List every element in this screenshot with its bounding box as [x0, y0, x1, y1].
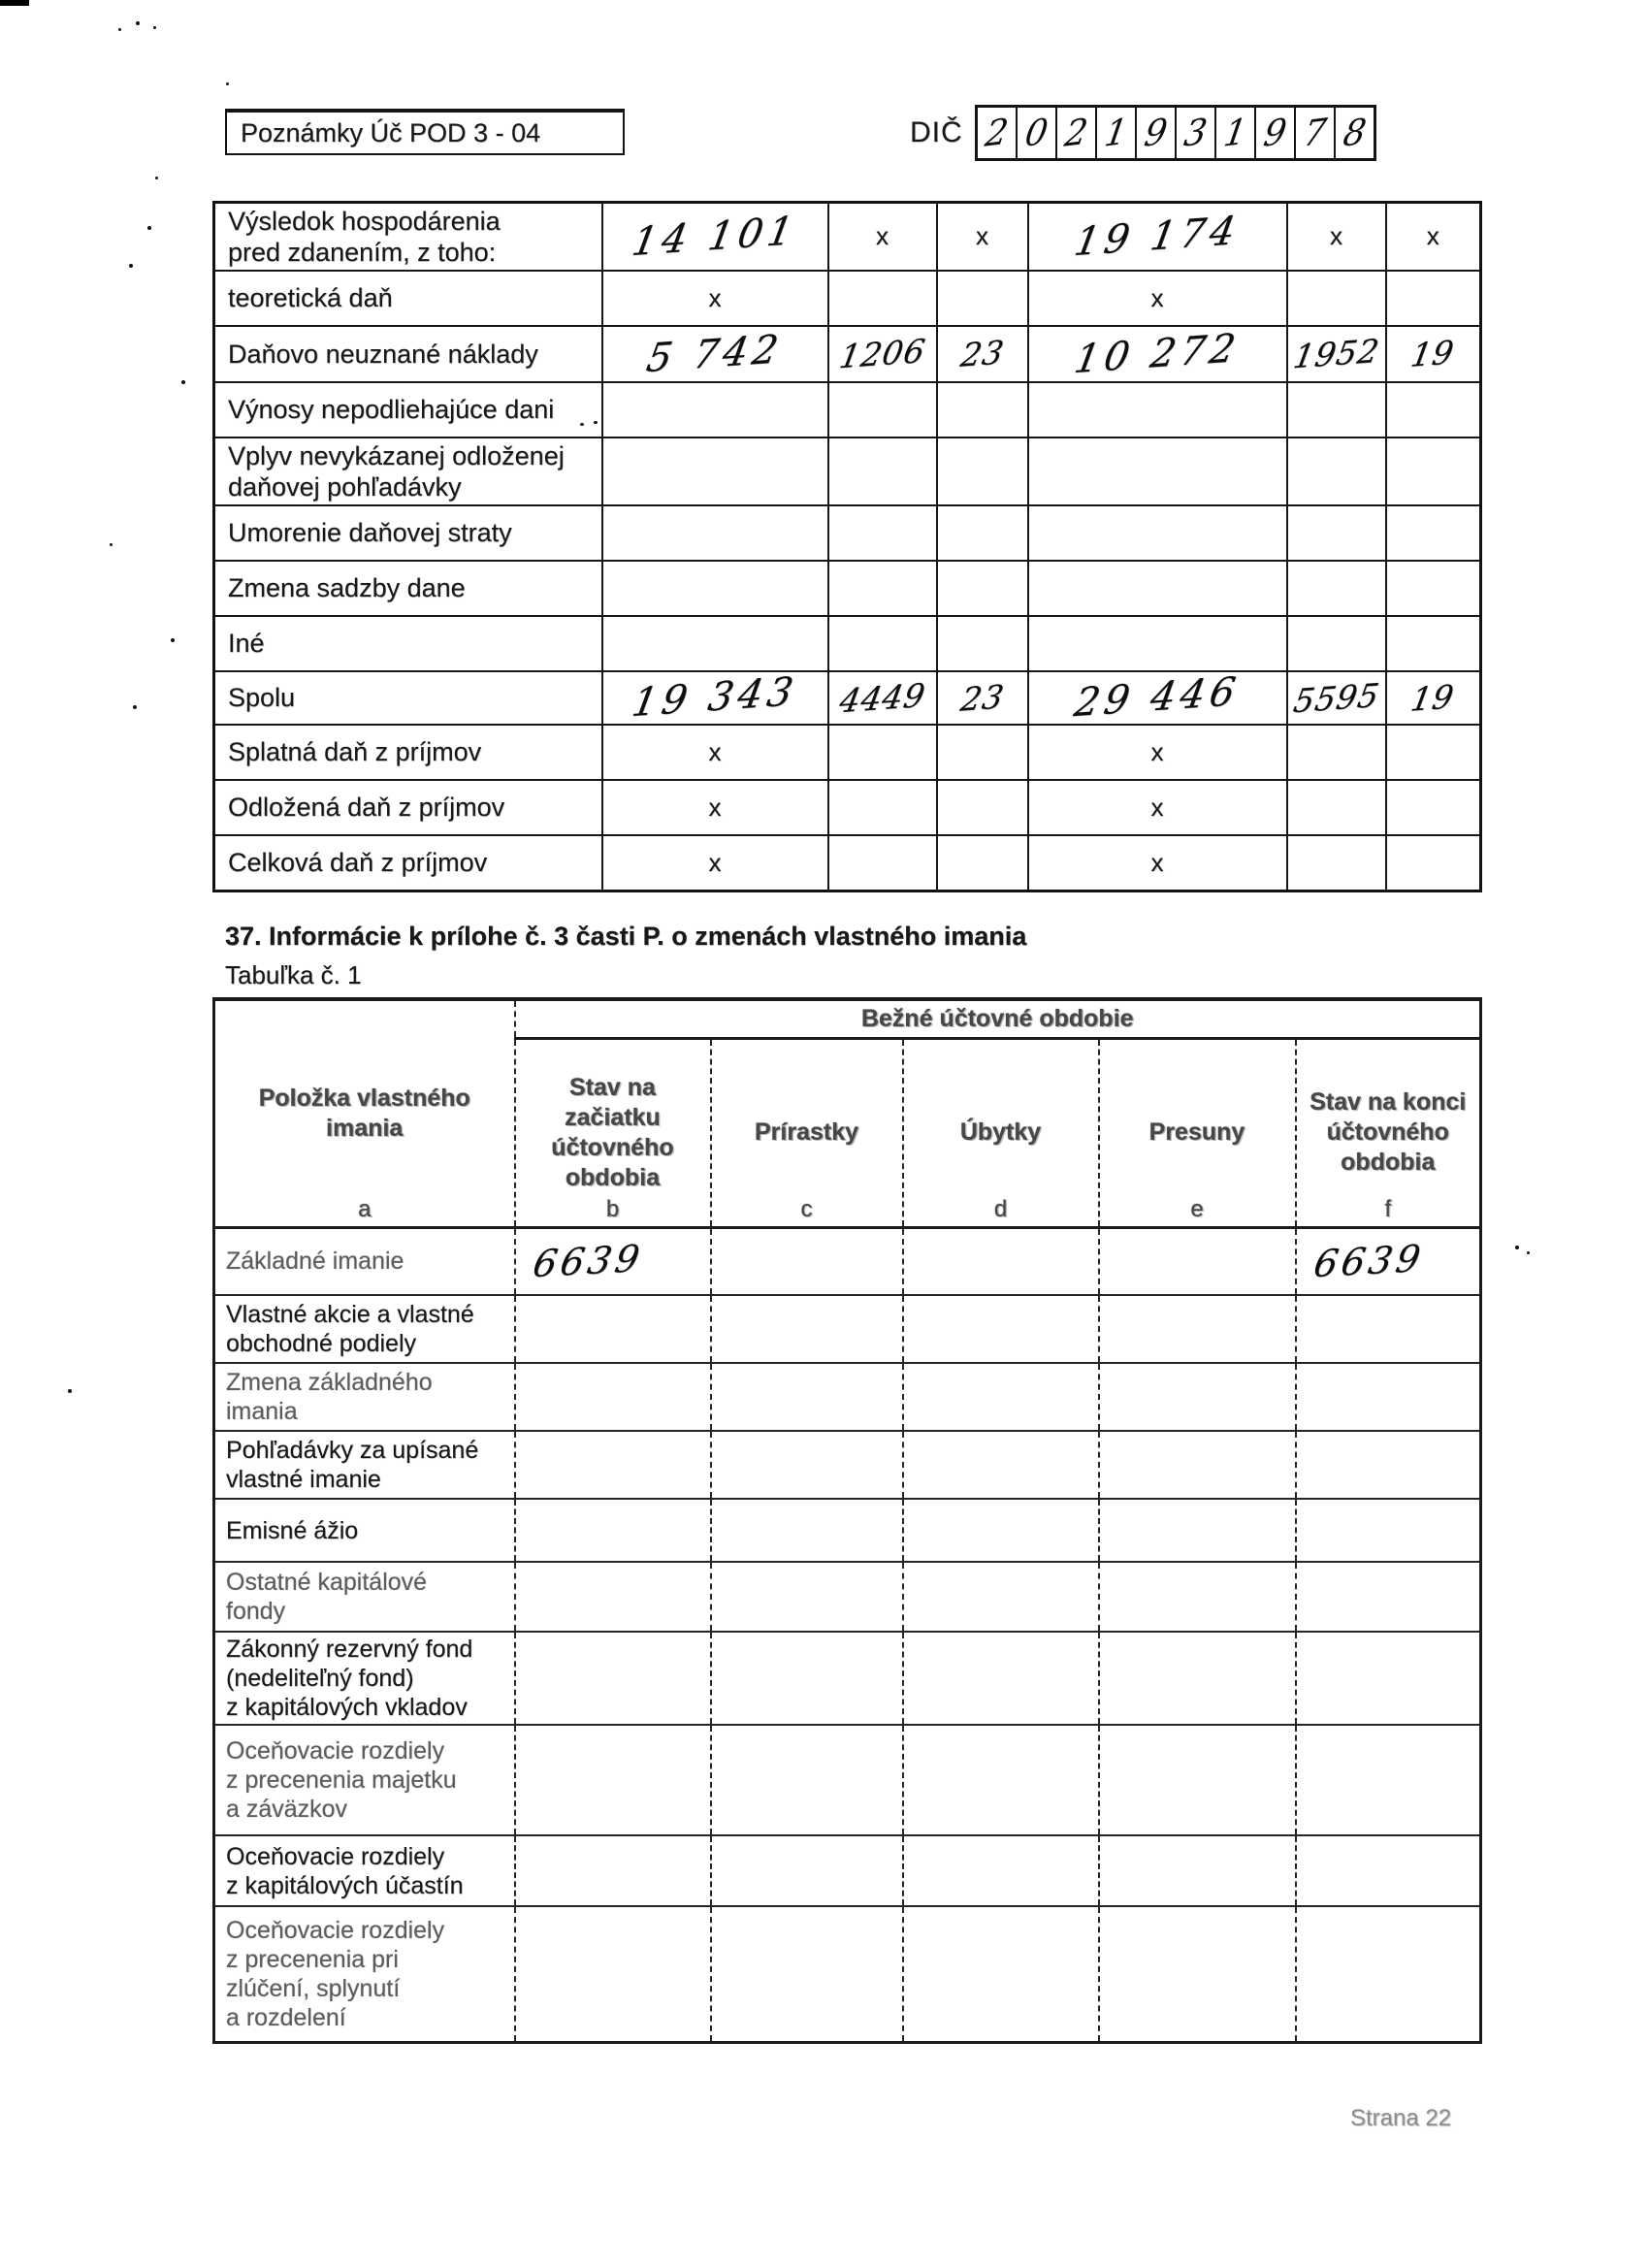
handwritten-value: 29 446	[1071, 668, 1244, 727]
value-cell	[1296, 1227, 1481, 1295]
x-mark: x	[1150, 736, 1164, 766]
period-header-label: Bežné účtovné obdobie	[860, 1004, 1134, 1032]
value-cell	[828, 271, 937, 326]
value-cell	[1287, 561, 1386, 616]
value-cell	[711, 1499, 903, 1562]
equity-header-top-row	[214, 999, 1481, 1038]
row-label	[214, 1431, 515, 1499]
value-cell	[602, 437, 828, 505]
table-row	[214, 1295, 1481, 1363]
header-line: Úbytky	[959, 1118, 1042, 1146]
row-label-line: daňovej pohľadávky	[228, 471, 462, 502]
value-cell	[1028, 835, 1287, 891]
dic-digit-cell	[1296, 108, 1336, 158]
row-label-line: Celková daň z príjmov	[228, 848, 488, 878]
value-cell	[1099, 1562, 1296, 1632]
value-cell	[1099, 1431, 1296, 1499]
value-cell	[1386, 326, 1481, 382]
handwritten-value: 10 272	[1071, 325, 1244, 382]
value-cell	[828, 835, 937, 891]
value-cell	[1296, 1725, 1481, 1835]
dic-digit-cell	[1256, 108, 1296, 158]
handwritten-digit: 0	[1021, 111, 1051, 155]
value-cell	[1386, 616, 1481, 671]
column-header	[214, 999, 515, 1227]
dic-digit-cell	[1018, 108, 1057, 158]
header-line: imania	[326, 1114, 404, 1142]
column-header	[515, 1038, 711, 1227]
handwritten-digit: 9	[1141, 111, 1170, 155]
value-cell	[1028, 616, 1287, 671]
value-cell	[1296, 1906, 1481, 2042]
value-cell	[602, 616, 828, 671]
value-cell	[1386, 382, 1481, 437]
value-cell	[1386, 671, 1481, 725]
value-cell	[1386, 725, 1481, 780]
value-cell	[1028, 437, 1287, 505]
value-cell	[1386, 780, 1481, 835]
handwritten-value: 5 742	[643, 326, 787, 381]
dic-digit-cell	[1336, 108, 1374, 158]
value-cell	[1028, 780, 1287, 835]
row-label	[214, 725, 602, 780]
value-cell	[711, 1431, 903, 1499]
handwritten-value: 23	[957, 676, 1007, 719]
value-cell	[1028, 382, 1287, 437]
value-cell	[711, 1295, 903, 1363]
value-cell	[1287, 382, 1386, 437]
row-label-line: Výnosy nepodliehajúce dani	[228, 395, 555, 424]
dic-digit-cell	[1216, 108, 1256, 158]
header-line: začiatku	[565, 1103, 661, 1131]
value-cell	[1099, 1295, 1296, 1363]
handwritten-digit: 9	[1260, 111, 1289, 155]
value-cell	[828, 326, 937, 382]
value-cell	[937, 616, 1028, 671]
value-cell	[1287, 437, 1386, 505]
value-cell	[937, 780, 1028, 835]
row-label-line: Odložená daň z príjmov	[228, 793, 505, 822]
row-label-line: Výsledok hospodárenia	[228, 206, 501, 236]
value-cell	[1386, 505, 1481, 561]
column-header-title	[215, 1084, 514, 1144]
x-mark: x	[976, 221, 988, 251]
value-cell	[937, 437, 1028, 505]
column-header	[1099, 1038, 1296, 1227]
x-mark: x	[876, 221, 889, 251]
value-cell	[828, 671, 937, 725]
value-cell	[903, 1431, 1099, 1499]
dic-digit-cell	[1177, 108, 1216, 158]
value-cell	[515, 1835, 711, 1906]
column-letter: f	[1384, 1195, 1392, 1222]
handwritten-value: 1206	[836, 331, 928, 376]
value-cell	[903, 1725, 1099, 1835]
table-row	[214, 1562, 1481, 1632]
value-cell	[1296, 1835, 1481, 1906]
column-header	[903, 1038, 1099, 1227]
row-label-line: Splatná daň z príjmov	[228, 737, 482, 766]
value-cell	[1099, 1632, 1296, 1725]
table-row	[214, 1906, 1481, 2042]
column-letter: e	[1190, 1195, 1204, 1222]
row-label	[214, 1835, 515, 1906]
value-cell	[1099, 1499, 1296, 1562]
row-label-line: (nedeliteľný fond)	[226, 1665, 414, 1692]
row-label-line: Oceňovacie rozdiely	[226, 1842, 445, 1870]
value-cell	[903, 1906, 1099, 2042]
value-cell	[1296, 1632, 1481, 1725]
dic-digit-boxes	[975, 105, 1376, 161]
row-label	[214, 271, 602, 326]
equity-changes-table	[212, 997, 1482, 2044]
x-mark: x	[1150, 282, 1164, 312]
value-cell	[937, 203, 1028, 271]
table-row	[214, 1632, 1481, 1725]
value-cell	[937, 505, 1028, 561]
value-cell	[1386, 271, 1481, 326]
value-cell	[711, 1363, 903, 1431]
value-cell	[1386, 437, 1481, 505]
row-label-line: teoretická daň	[228, 283, 393, 312]
row-label-line: Zmena základného	[226, 1369, 433, 1396]
table-row	[214, 780, 1481, 835]
value-cell	[1287, 271, 1386, 326]
form-identifier: Poznámky Úč POD 3 - 04	[241, 117, 541, 147]
row-label	[214, 1632, 515, 1725]
table-row	[214, 271, 1481, 326]
handwritten-digit: 1	[1220, 111, 1249, 155]
handwritten-value: 19	[1407, 676, 1458, 719]
table-row	[214, 1227, 1481, 1295]
value-cell	[1287, 505, 1386, 561]
value-cell	[937, 671, 1028, 725]
table-row	[214, 505, 1481, 561]
value-cell	[828, 561, 937, 616]
row-label-line: Umorenie daňovej straty	[228, 518, 512, 547]
value-cell	[937, 271, 1028, 326]
row-label-line: fondy	[226, 1598, 286, 1625]
table-row	[214, 203, 1481, 271]
row-label-line: pred zdanením, z toho:	[228, 237, 497, 267]
value-cell	[903, 1632, 1099, 1725]
table-row	[214, 382, 1481, 437]
row-label	[214, 780, 602, 835]
handwritten-value: 19 343	[629, 668, 801, 727]
row-label-line: Spolu	[228, 683, 296, 712]
column-header-title	[516, 1073, 710, 1193]
value-cell	[937, 326, 1028, 382]
x-mark: x	[1330, 221, 1342, 251]
table-row	[214, 561, 1481, 616]
column-header-title	[904, 1118, 1098, 1148]
value-cell	[1028, 271, 1287, 326]
value-cell	[1099, 1835, 1296, 1906]
row-label	[214, 1499, 515, 1562]
value-cell	[711, 1632, 903, 1725]
value-cell	[903, 1562, 1099, 1632]
table-subheading: Tabuľka č. 1	[225, 960, 362, 989]
form-identifier-box	[225, 109, 625, 155]
value-cell	[1287, 616, 1386, 671]
table-row	[214, 437, 1481, 505]
value-cell	[1287, 203, 1386, 271]
handwritten-digit: 2	[982, 111, 1011, 155]
handwritten-value: 19	[1407, 333, 1458, 374]
value-cell	[602, 382, 828, 437]
row-label-line: z precenenia majetku	[226, 1766, 457, 1794]
value-cell	[711, 1906, 903, 2042]
row-label-line: z kapitálových vkladov	[226, 1694, 468, 1721]
dic-label: DIČ	[910, 116, 963, 148]
section-heading: 37. Informácie k prílohe č. 3 časti P. o zmenách vlastného imania	[225, 922, 1027, 951]
value-cell	[515, 1632, 711, 1725]
row-label	[214, 437, 602, 505]
value-cell	[828, 616, 937, 671]
row-label	[214, 1295, 515, 1363]
value-cell	[903, 1499, 1099, 1562]
row-label-line: Vlastné akcie a vlastné	[226, 1301, 474, 1328]
header-line: Stav na	[569, 1073, 656, 1101]
value-cell	[1386, 203, 1481, 271]
header-line: Stav na konci	[1310, 1088, 1467, 1116]
handwritten-digit: 3	[1180, 111, 1210, 155]
header-line: účtovného	[1326, 1118, 1449, 1146]
row-label-line: zlúčení, splynutí	[226, 1974, 401, 2002]
dic-field	[910, 105, 1376, 161]
dic-digit-cell	[1097, 108, 1137, 158]
row-label	[214, 835, 602, 891]
table-row	[214, 835, 1481, 891]
value-cell	[1287, 780, 1386, 835]
row-label	[214, 671, 602, 725]
handwritten-value: 5595	[1290, 675, 1382, 720]
table-row	[214, 1431, 1481, 1499]
table-row	[214, 1363, 1481, 1431]
table-row	[214, 326, 1481, 382]
scan-corner-mark	[0, 0, 29, 6]
value-cell	[1028, 725, 1287, 780]
value-cell	[515, 1227, 711, 1295]
value-cell	[602, 505, 828, 561]
value-cell	[602, 561, 828, 616]
x-mark: x	[708, 792, 722, 822]
value-cell	[903, 1363, 1099, 1431]
value-cell	[1296, 1431, 1481, 1499]
value-cell	[1028, 505, 1287, 561]
table-row	[214, 1725, 1481, 1835]
column-header-title	[712, 1118, 902, 1148]
row-label	[214, 1363, 515, 1431]
column-letter: b	[605, 1195, 620, 1222]
value-cell	[1296, 1562, 1481, 1632]
value-cell	[937, 561, 1028, 616]
x-mark: x	[1150, 847, 1164, 877]
row-label-line: Ostatné kapitálové	[226, 1569, 428, 1596]
value-cell	[602, 326, 828, 382]
column-letter: d	[993, 1195, 1008, 1222]
column-header-title	[1100, 1118, 1295, 1148]
row-label-line: z kapitálových účastín	[226, 1871, 464, 1899]
row-label-line: obchodné podiely	[226, 1330, 416, 1357]
row-label-line: Základné imanie	[226, 1247, 404, 1276]
value-cell	[515, 1363, 711, 1431]
value-cell	[828, 505, 937, 561]
value-cell	[1028, 326, 1287, 382]
value-cell	[1287, 326, 1386, 382]
value-cell	[937, 725, 1028, 780]
handwritten-digit: 7	[1300, 111, 1329, 155]
column-letter: a	[358, 1195, 372, 1222]
value-cell	[903, 1835, 1099, 1906]
header-line: účtovného	[551, 1133, 674, 1161]
row-label	[214, 326, 602, 382]
value-cell	[828, 203, 937, 271]
value-cell	[602, 203, 828, 271]
header-line: Presuny	[1148, 1118, 1245, 1146]
value-cell	[515, 1499, 711, 1562]
value-cell	[828, 780, 937, 835]
value-cell	[1028, 668, 1287, 727]
page-number: Strana 22	[1350, 2105, 1452, 2131]
table-row	[214, 1499, 1481, 1562]
value-cell	[903, 1295, 1099, 1363]
value-cell	[1099, 1363, 1296, 1431]
header-line: Prírastky	[754, 1118, 859, 1146]
value-cell	[711, 1227, 903, 1295]
value-cell	[515, 1562, 711, 1632]
value-cell	[602, 271, 828, 326]
row-label	[214, 203, 602, 271]
handwritten-digit: 2	[1061, 111, 1090, 155]
column-letter: c	[800, 1195, 813, 1222]
row-label-line: a rozdelení	[226, 2003, 346, 2031]
value-cell	[828, 382, 937, 437]
table-row	[214, 616, 1481, 671]
row-label	[214, 382, 602, 437]
value-cell	[1296, 1363, 1481, 1431]
row-label-line: Iné	[228, 629, 265, 658]
row-label-line: Zákonný rezervný fond	[226, 1636, 473, 1663]
row-label	[214, 616, 602, 671]
value-cell	[515, 1295, 711, 1363]
x-mark: x	[1150, 792, 1164, 822]
header-line: obdobia	[1341, 1149, 1436, 1176]
handwritten-digit: 1	[1101, 111, 1130, 155]
value-cell	[903, 1227, 1099, 1295]
tax-reconciliation-table	[212, 201, 1482, 892]
table-row	[214, 1835, 1481, 1906]
row-label	[214, 1227, 515, 1295]
value-cell	[1386, 835, 1481, 891]
x-mark: x	[708, 736, 722, 766]
value-cell	[1296, 1295, 1481, 1363]
row-label-line: imania	[226, 1398, 298, 1425]
value-cell	[602, 668, 828, 727]
value-cell	[1287, 671, 1386, 725]
value-cell	[937, 835, 1028, 891]
handwritten-value: 14 101	[629, 208, 801, 266]
header-line: obdobia	[565, 1163, 661, 1191]
dic-digit-cell	[978, 108, 1018, 158]
table-row	[214, 671, 1481, 725]
table-row	[214, 725, 1481, 780]
value-cell	[1287, 725, 1386, 780]
value-cell	[515, 1431, 711, 1499]
dic-digit-cell	[1137, 108, 1177, 158]
value-cell	[1099, 1725, 1296, 1835]
value-cell	[1028, 203, 1287, 271]
value-cell	[828, 437, 937, 505]
value-cell	[937, 382, 1028, 437]
handwritten-value: 4449	[836, 675, 928, 720]
handwritten-value: 1952	[1290, 331, 1382, 376]
row-label	[214, 1906, 515, 2042]
value-cell	[828, 725, 937, 780]
handwritten-value: 23	[957, 333, 1007, 374]
row-label	[214, 505, 602, 561]
value-cell	[515, 1725, 711, 1835]
value-cell	[602, 780, 828, 835]
row-label	[214, 1725, 515, 1835]
row-label-line: a záväzkov	[226, 1796, 348, 1823]
row-label-line: Oceňovacie rozdiely	[226, 1737, 445, 1765]
value-cell	[1099, 1906, 1296, 2042]
column-header	[711, 1038, 903, 1227]
x-mark: x	[708, 847, 722, 877]
value-cell	[602, 725, 828, 780]
value-cell	[515, 1906, 711, 2042]
value-cell	[1386, 561, 1481, 616]
handwritten-value: 6639	[1310, 1237, 1428, 1286]
header-line: Položka vlastného	[258, 1084, 470, 1112]
row-label-line: Zmena sadzby dane	[228, 573, 466, 602]
x-mark: x	[708, 282, 722, 312]
dic-digit-cell	[1057, 108, 1097, 158]
x-mark: x	[1426, 221, 1439, 251]
column-header-title	[1297, 1087, 1480, 1178]
value-cell	[1287, 835, 1386, 891]
row-label	[214, 1562, 515, 1632]
value-cell	[1296, 1499, 1481, 1562]
row-label-line: Oceňovacie rozdiely	[226, 1916, 445, 1944]
row-label	[214, 561, 602, 616]
handwritten-value: 6639	[529, 1237, 647, 1286]
period-header	[515, 999, 1481, 1038]
value-cell	[711, 1562, 903, 1632]
row-label-line: z precenenia pri	[226, 1945, 399, 1973]
value-cell	[1099, 1227, 1296, 1295]
row-label-line: Vplyv nevykázanej odloženej	[228, 440, 565, 470]
value-cell	[711, 1835, 903, 1906]
row-label-line: vlastné imanie	[226, 1466, 381, 1493]
row-label-line: Daňovo neuznané náklady	[228, 339, 538, 369]
value-cell	[602, 835, 828, 891]
handwritten-digit: 8	[1340, 111, 1369, 155]
handwritten-value: 19 174	[1071, 208, 1244, 266]
row-label-line: Emisné ážio	[226, 1516, 359, 1544]
value-cell	[711, 1725, 903, 1835]
column-header	[1296, 1038, 1481, 1227]
value-cell	[1028, 561, 1287, 616]
row-label-line: Pohľadávky za upísané	[226, 1437, 479, 1464]
